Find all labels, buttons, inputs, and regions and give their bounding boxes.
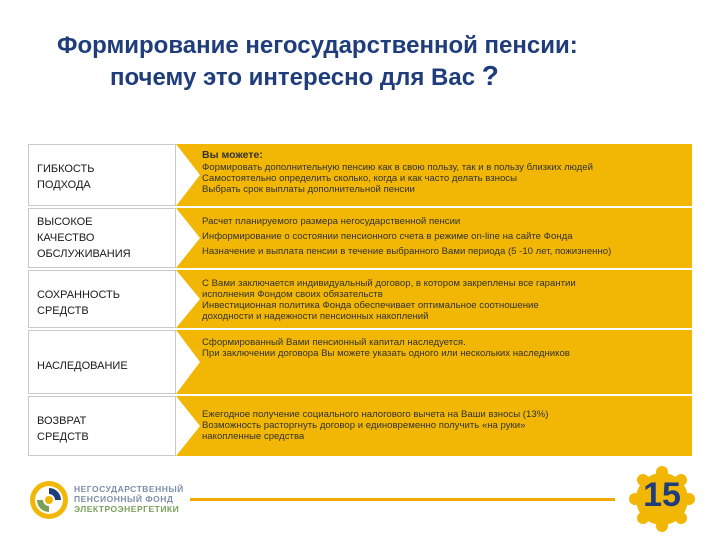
benefit-row-inheritance bbox=[28, 330, 692, 394]
benefit-row-service bbox=[28, 208, 692, 268]
row-content-line: Информирование о состоянии пенсионного счета в режиме on-line на сайте Фонда bbox=[202, 231, 573, 242]
row-content-line: При заключении договора Вы можете указать одного или нескольких наследников bbox=[202, 348, 570, 359]
title-line-2-text: почему это интересно для Вас bbox=[110, 64, 476, 91]
row-label-line: ПОДХОДА bbox=[37, 179, 91, 191]
row-label-box bbox=[28, 330, 176, 394]
row-content-line: Инвестиционная политика Фонда обеспечивает оптимальное соотношение bbox=[202, 300, 539, 311]
row-arrow-decoration bbox=[176, 144, 200, 206]
fund-logo-text bbox=[74, 484, 184, 514]
title-line-2 bbox=[110, 60, 499, 94]
row-content-text bbox=[202, 214, 684, 259]
row-content-text bbox=[202, 337, 684, 359]
footer-divider bbox=[190, 498, 615, 501]
row-label-box bbox=[28, 208, 176, 268]
row-content-line: Формировать дополнительную пенсию как в свою пользу, так и в пользу близких людей bbox=[202, 162, 593, 173]
benefit-row-flexibility bbox=[28, 144, 692, 206]
row-content-line: исполнения Фондом своих обязательств bbox=[202, 289, 383, 300]
row-label-line: НАСЛЕДОВАНИЕ bbox=[37, 360, 128, 372]
row-content-box bbox=[176, 270, 692, 328]
row-label-box bbox=[28, 270, 176, 328]
row-label-line: СОХРАННОСТЬ bbox=[37, 289, 120, 301]
row-arrow-decoration bbox=[176, 270, 200, 328]
row-label-box bbox=[28, 144, 176, 206]
row-content-line: Ежегодное получение социального налогового вычета на Ваши взносы (13%) bbox=[202, 409, 549, 420]
benefit-row-refund bbox=[28, 396, 692, 456]
row-content-text bbox=[202, 150, 684, 195]
row-label-line: ВЫСОКОЕ bbox=[37, 216, 93, 228]
row-content-heading: Вы можете: bbox=[202, 149, 263, 161]
row-label-line: ГИБКОСТЬ bbox=[37, 163, 95, 175]
row-content-box bbox=[176, 208, 692, 268]
logo-line-2: ПЕНСИОННЫЙ ФОНД bbox=[74, 494, 174, 504]
row-content-line: С Вами заключается индивидуальный договор, в котором закреплены все гарантии bbox=[202, 278, 576, 289]
benefit-row-safety bbox=[28, 270, 692, 328]
row-label-line: ОБСЛУЖИВАНИЯ bbox=[37, 248, 131, 260]
row-label-box bbox=[28, 396, 176, 456]
row-content-line: Выбрать срок выплаты дополнительной пенсии bbox=[202, 184, 415, 195]
logo-line-1: НЕГОСУДАРСТВЕННЫЙ bbox=[74, 484, 184, 494]
row-content-box bbox=[176, 330, 692, 394]
row-label-line: СРЕДСТВ bbox=[37, 305, 89, 317]
row-label-line: КАЧЕСТВО bbox=[37, 232, 95, 244]
row-content-line: Сформированный Вами пенсионный капитал наследуется. bbox=[202, 337, 466, 348]
row-content-line: Самостоятельно определить сколько, когда и как часто делать взносы bbox=[202, 173, 517, 184]
row-content-line: Расчет планируемого размера негосударственной пенсии bbox=[202, 216, 461, 227]
title-line-1: Формирование негосударственной пенсии: bbox=[57, 32, 578, 59]
row-content-line: доходности и надежности пенсионных накоплений bbox=[202, 311, 429, 322]
row-content-box bbox=[176, 396, 692, 456]
row-arrow-decoration bbox=[176, 208, 200, 268]
page-number: 15 bbox=[643, 476, 681, 514]
logo-line-3: ЭЛЕКТРОЭНЕРГЕТИКИ bbox=[74, 504, 180, 514]
row-content-line: накопленные средства bbox=[202, 431, 305, 442]
row-content-line: Возможность расторгнуть договор и единовременно получить «на руки» bbox=[202, 420, 526, 431]
row-content-box bbox=[176, 144, 692, 206]
title-question-mark: ? bbox=[481, 60, 499, 91]
row-content-text bbox=[202, 409, 684, 442]
row-content-line: Назначение и выплата пенсии в течение выбранного Вами периода (5 -10 лет, пожизненно) bbox=[202, 246, 612, 257]
row-arrow-decoration bbox=[176, 330, 200, 394]
row-arrow-decoration bbox=[176, 396, 200, 456]
fund-logo-icon bbox=[28, 479, 70, 521]
row-label-line: СРЕДСТВ bbox=[37, 431, 89, 443]
row-content-text bbox=[202, 278, 684, 322]
row-label-line: ВОЗВРАТ bbox=[37, 415, 87, 427]
